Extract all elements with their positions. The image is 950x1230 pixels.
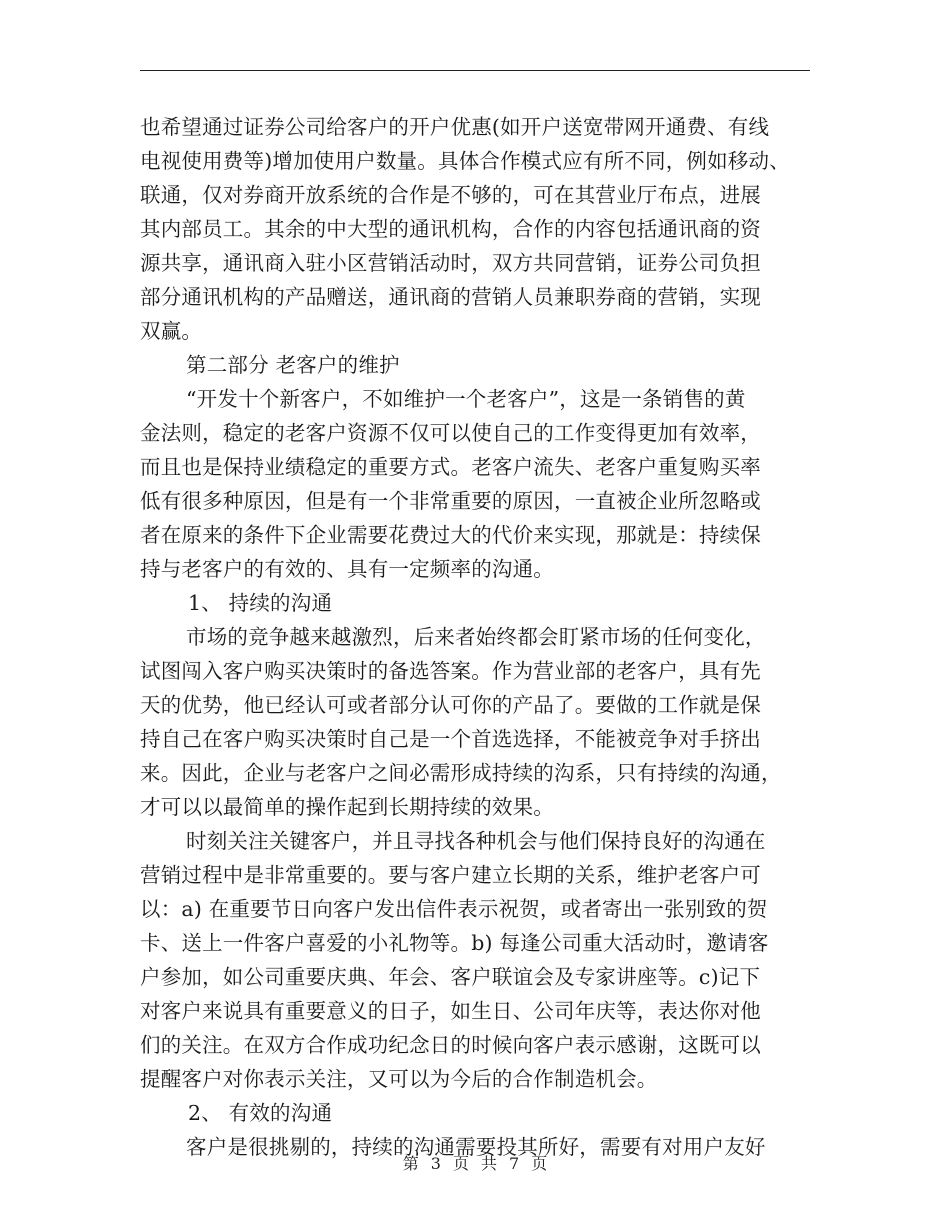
page-label: 第 bbox=[402, 1154, 419, 1173]
body-line: 天的优势，他已经认可或者部分认可你的产品了。要做的工作就是保 bbox=[140, 693, 761, 717]
body-line: 而且也是保持业绩稳定的重要方式。老客户流失、老客户重复购买率 bbox=[140, 455, 761, 479]
body-line: 电视使用费等)增加使用户数量。具体合作模式应有所不同，例如移动、 bbox=[140, 149, 790, 173]
body-line: 金法则，稳定的老客户资源不仅可以使自己的工作变得更加有效率， bbox=[140, 421, 761, 445]
body-line: 联通，仅对券商开放系统的合作是不够的，可在其营业厅布点，进展 bbox=[140, 183, 761, 207]
body-line: 部分通讯机构的产品赠送，通讯商的营销人员兼职券商的营销，实现 bbox=[140, 285, 761, 309]
body-line: 者在原来的条件下企业需要花费过大的代价来实现，那就是：持续保 bbox=[140, 523, 761, 547]
body-line: “开发十个新客户，不如维护一个老客户”，这是一条销售的黄 bbox=[186, 387, 746, 411]
body-line: 提醒客户对你表示关注，又可以为今后的合作制造机会。 bbox=[140, 1067, 658, 1091]
body-line: 持与老客户的有效的、具有一定频率的沟通。 bbox=[140, 557, 554, 581]
body-line: 以：a) 在重要节日向客户发出信件表示祝贺，或者寄出一张别致的贺 bbox=[140, 897, 768, 921]
body-line: 时刻关注关键客户，并且寻找各种机会与他们保持良好的沟通在 bbox=[186, 829, 766, 853]
page-label: 页 bbox=[531, 1154, 548, 1173]
page-number: 3 bbox=[430, 1154, 441, 1173]
body-line: 源共享，通讯商入驻小区营销活动时，双方共同营销，证券公司负担 bbox=[140, 251, 761, 275]
page-label: 页 bbox=[452, 1154, 469, 1173]
body-line: 客户是很挑剔的，持续的沟通需要投其所好，需要有对用户友好 bbox=[186, 1135, 766, 1159]
document-body bbox=[140, 110, 812, 1164]
body-line: 们的关注。在双方合作成功纪念日的时候向客户表示感谢，这既可以 bbox=[140, 1033, 761, 1057]
body-line: 对客户来说具有重要意义的日子，如生日、公司年庆等，表达你对他 bbox=[140, 999, 761, 1023]
page-label: 共 bbox=[481, 1154, 498, 1173]
body-line: 户参加，如公司重要庆典、年会、客户联谊会及专家讲座等。c)记下 bbox=[140, 965, 761, 989]
page-footer bbox=[0, 1153, 950, 1175]
subsection-heading: 2、 有效的沟通 bbox=[188, 1101, 333, 1125]
body-line: 低有很多种原因，但是有一个非常重要的原因，一直被企业所忽略或 bbox=[140, 489, 761, 513]
body-line: 卡、送上一件客户喜爱的小礼物等。b) 每逢公司重大活动时，邀请客 bbox=[140, 931, 769, 955]
body-line: 持自己在客户购买决策时自己是一个首选选择，不能被竞争对手挤出 bbox=[140, 727, 761, 751]
subsection-heading: 1、 持续的沟通 bbox=[188, 591, 333, 615]
body-line: 双赢。 bbox=[140, 319, 203, 343]
body-line: 试图闯入客户购买决策时的备选答案。作为营业部的老客户，具有先 bbox=[140, 659, 761, 683]
body-line: 营销过程中是非常重要的。要与客户建立长期的关系，维护老客户可 bbox=[140, 863, 761, 887]
body-line: 其内部员工。其余的中大型的通讯机构，合作的内容包括通讯商的资 bbox=[140, 217, 761, 241]
body-line: 市场的竞争越来越激烈，后来者始终都会盯紧市场的任何变化， bbox=[186, 625, 766, 649]
body-line: 也希望通过证券公司给客户的开户优惠(如开户送宽带网开通费、有线 bbox=[140, 115, 770, 139]
body-line: 才可以以最简单的操作起到长期持续的效果。 bbox=[140, 795, 554, 819]
page-total: 7 bbox=[509, 1154, 520, 1173]
section-heading: 第二部分 老客户的维护 bbox=[186, 353, 400, 377]
body-line: 来。因此，企业与老客户之间必需形成持续的沟系，只有持续的沟通， bbox=[140, 761, 782, 785]
header-rule bbox=[140, 70, 810, 71]
